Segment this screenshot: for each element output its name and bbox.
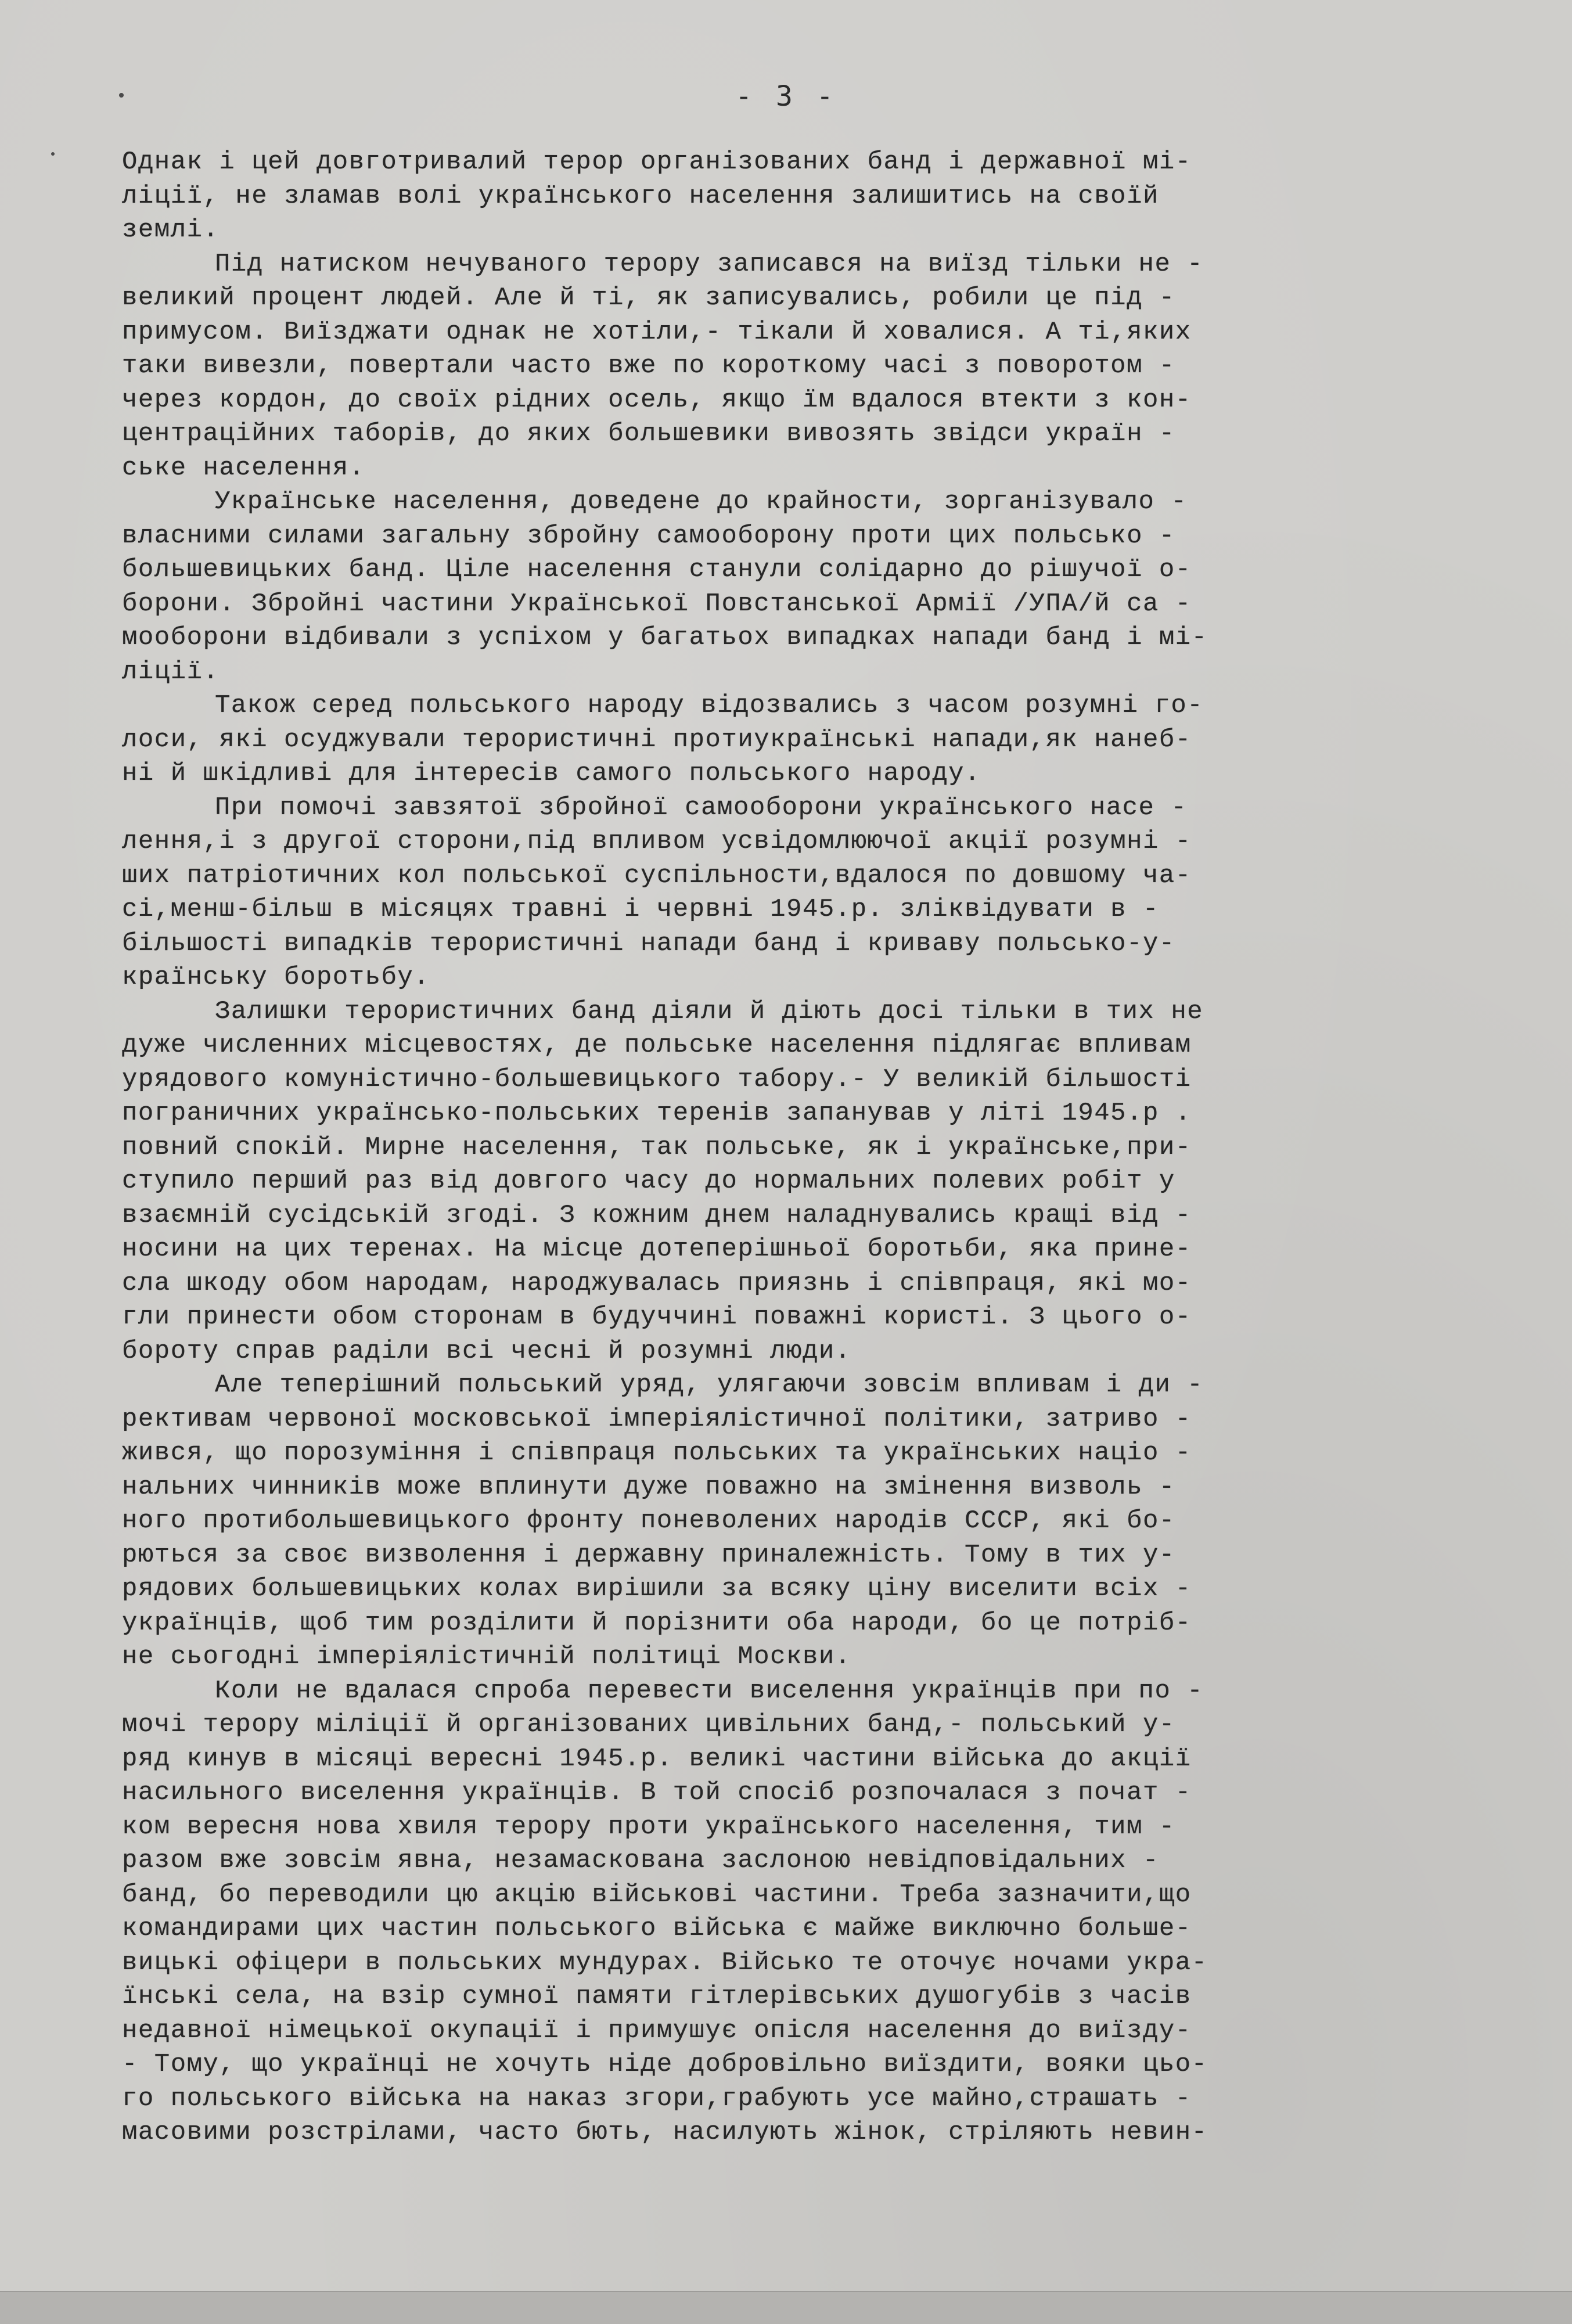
paragraph-start-line: Коли не вдалася спроба перевести виселення українців при по - — [215, 1676, 1204, 1706]
text-line: сла шкоду обом народам, народжувалась приязнь і співпраця, які мо- — [122, 1268, 1192, 1298]
text-line: ні й шкідливі для інтересів самого польського народу. — [122, 759, 981, 788]
text-line: ного протибольшевицького фронту поневолених народів СССР, які бо- — [122, 1506, 1175, 1535]
text-line: дуже численних місцевостях, де польське населення підлягає впливам — [122, 1031, 1192, 1060]
text-line: країнську боротьбу. — [122, 963, 430, 992]
ink-speck — [51, 152, 55, 156]
text-line: ліції, не зламав волі українського населення залишитись на своїй — [122, 181, 1159, 211]
text-line: рються за своє визволення і державну приналежність. Тому в тих у- — [122, 1540, 1175, 1570]
text-line: не сьогодні імперіялістичній політиці Москви. — [122, 1642, 851, 1671]
text-line: ступило перший раз від довгого часу до нормальних полевих робіт у — [122, 1167, 1175, 1196]
text-line: жився, що порозуміння і співпраця польських та українських націо - — [122, 1438, 1192, 1467]
text-line: ське населення. — [122, 453, 365, 483]
text-line: масовими розстрілами, часто бють, насилують жінок, стріляють невин- — [122, 2118, 1208, 2147]
text-line: ком вересня нова хвиля терору проти українського населення, тим - — [122, 1812, 1175, 1841]
text-line: банд, бо переводили цю акцію військові частини. Треба зазначити,що — [122, 1880, 1192, 1909]
paragraph-start-line: Під натиском нечуваного терору записався на виїзд тільки не - — [215, 249, 1204, 279]
text-line: носини на цих теренах. На місце дотеперішньої боротьби, яка прине- — [122, 1235, 1192, 1264]
typed-text-body — [122, 145, 1475, 2150]
text-line: рективам червоної московської імперіялістичної політики, затриво - — [122, 1404, 1192, 1434]
text-line: Однак і цей довготривалий терор організованих банд і державної мі- — [122, 148, 1192, 177]
text-line: разом вже зовсім явна, незамаскована заслоною невідповідальних - — [122, 1846, 1159, 1875]
text-line: пограничних українсько-польських теренів запанував у літі 1945.р . — [122, 1099, 1192, 1128]
paragraph-start-line: При помочі завзятої збройної самооборони українського насе - — [215, 793, 1188, 822]
text-line: насильного виселення українців. В той спосіб розпочалася з почат - — [122, 1778, 1192, 1807]
text-line: бороту справ раділи всі чесні й розумні люди. — [122, 1336, 851, 1366]
text-line: ліції. — [122, 657, 220, 686]
text-line: нальних чинників може вплинути дуже поважно на змінення визволь - — [122, 1472, 1175, 1502]
text-line: землі. — [122, 215, 220, 244]
text-line: через кордон, до своїх рідних осель, якщо їм вдалося втекти з кон- — [122, 385, 1192, 415]
text-line: борони. Збройні частини Української Повстанської Армії /УПА/й са - — [122, 589, 1192, 618]
text-line: примусом. Виїзджати однак не хотіли,- тікали й ховалися. А ті,яких — [122, 317, 1192, 347]
text-line: взаємній сусідській згоді. З кожним днем наладнувались кращі від - — [122, 1200, 1192, 1230]
text-line: центраційних таборів, до яких большевики вивозять звідси україн - — [122, 419, 1175, 448]
text-line: лоси, які осуджували терористичні протиукраїнські напади,як нанеб- — [122, 725, 1192, 754]
paragraph-start-line: Також серед польського народу відозвались з часом розумні го- — [215, 691, 1204, 720]
page-bottom-edge — [0, 2291, 1572, 2324]
text-line: таки вивезли, повертали часто вже по короткому часі з поворотом - — [122, 351, 1175, 380]
text-line: урядового комуністично-большевицького табору.- У великій більшості — [122, 1064, 1192, 1094]
text-line: командирами цих частин польського війська є майже виключно больше- — [122, 1914, 1192, 1943]
text-line: недавної німецької окупації і примушує опісля населення до виїзду- — [122, 2016, 1192, 2045]
text-line: українців, щоб тим розділити й порізнити оба народи, бо це потріб- — [122, 1608, 1192, 1638]
text-line: ших патріотичних кол польської суспільности,вдалося по довшому ча- — [122, 861, 1192, 890]
page-number: - 3 - — [735, 80, 837, 113]
text-line: повний спокій. Мирне населення, так польське, як і українське,при- — [122, 1132, 1192, 1162]
text-line: большевицьких банд. Ціле населення станули солідарно до рішучої о- — [122, 555, 1192, 584]
text-line: го польського війська на наказ згори,грабують усе майно,страшать - — [122, 2084, 1192, 2113]
text-line: - Тому, що українці не хочуть ніде добровільно виїздити, вояки цьо- — [122, 2050, 1208, 2079]
text-line: великий процент людей. Але й ті, як записувались, робили це під - — [122, 283, 1175, 312]
text-line: вицькі офіцери в польських мундурах. Військо те оточує ночами укра- — [122, 1948, 1208, 1977]
text-line: сі,менш-більш в місяцях травні і червні 1945.р. зліквідувати в - — [122, 895, 1159, 924]
paragraph-start-line: Українське населення, доведене до крайности, зорганізувало - — [215, 487, 1188, 516]
text-line: лення,і з другої сторони,під впливом усвідомлюючої акції розумні - — [122, 827, 1192, 856]
paragraph-start-line: Залишки терористичних банд діяли й діють досі тільки в тих не — [215, 996, 1204, 1026]
paragraph-start-line: Але теперішний польський уряд, улягаючи зовсім впливам і ди - — [215, 1370, 1204, 1400]
text-line: рядових большевицьких колах вирішили за всяку ціну виселити всіх - — [122, 1574, 1192, 1603]
text-line: ряд кинув в місяці вересні 1945.р. великі частини війська до акції — [122, 1744, 1192, 1773]
text-line: гли принести обом сторонам в будуччині поважні користі. З цього о- — [122, 1303, 1192, 1332]
text-line: більшості випадків терористичні напади банд і криваву польсько-у- — [122, 929, 1175, 958]
text-line: мооборони відбивали з успіхом у багатьох випадках напади банд і мі- — [122, 623, 1208, 652]
text-line: власними силами загальну збройну самооборону проти цих польсько - — [122, 521, 1175, 551]
text-line: мочі терору міліції й організованих цивільних банд,- польський у- — [122, 1710, 1175, 1739]
text-line: їнські села, на взір сумної памяти гітлерівських душогубів з часів — [122, 1982, 1192, 2011]
